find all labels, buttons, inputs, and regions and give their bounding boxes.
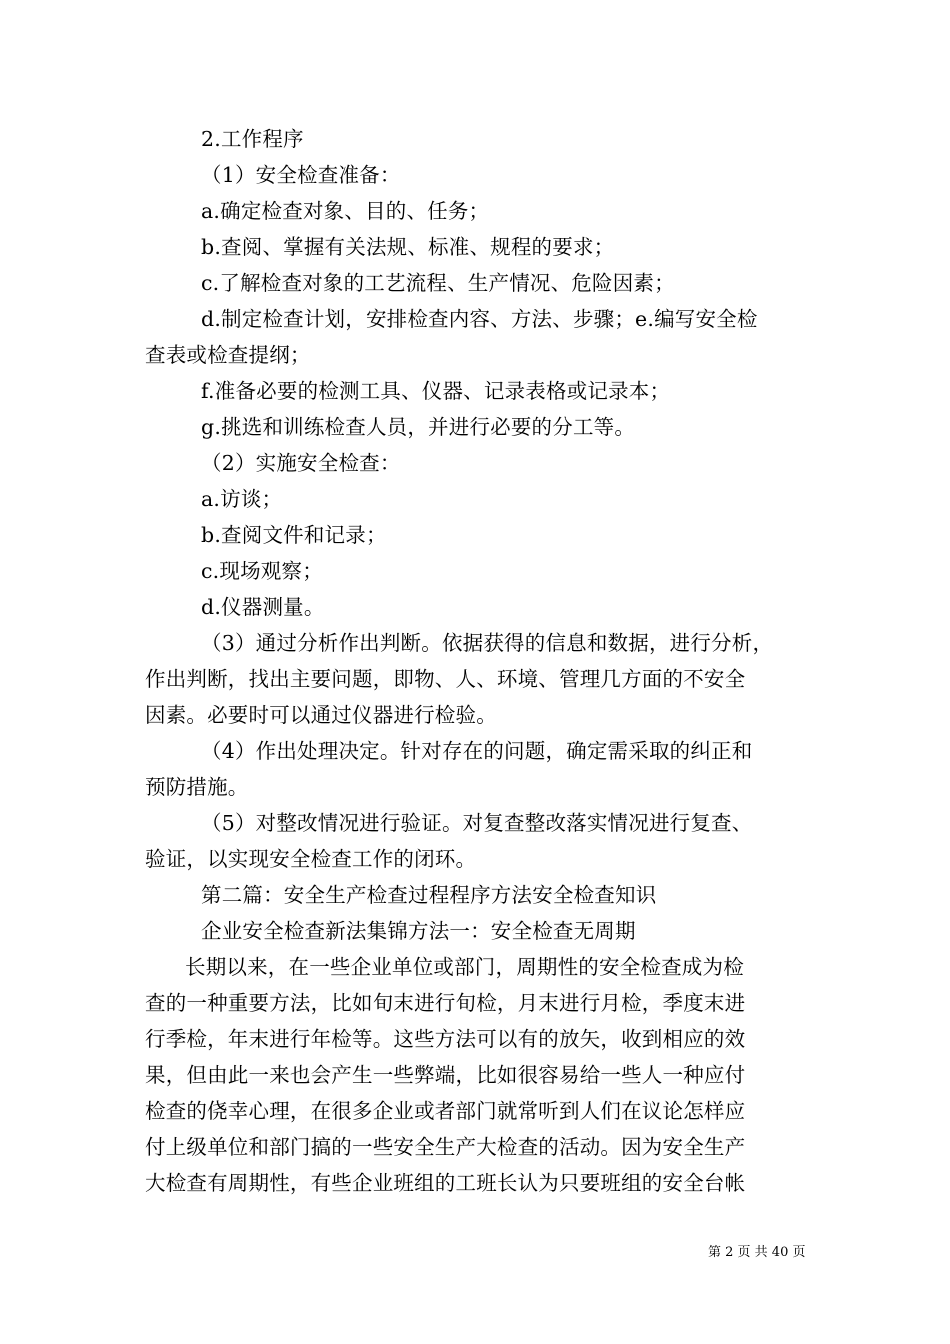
- text-line: b.查阅文件和记录；: [201, 523, 387, 547]
- text-line: 检查的侥幸心理，在很多企业或者部门就常听到人们在议论怎样应: [145, 1099, 746, 1123]
- text-line: f.准备必要的检测工具、仪器、记录表格或记录本；: [201, 379, 671, 403]
- text-line: 作出判断，找出主要问题，即物、人、环境、管理几方面的不安全: [145, 667, 746, 691]
- text-line: 验证，以实现安全检查工作的闭环。: [145, 847, 477, 871]
- text-line: a.访谈；: [201, 487, 283, 511]
- text-line: 因素。必要时可以通过仪器进行检验。: [145, 703, 497, 727]
- text-line: （4）作出处理决定。针对存在的问题，确定需采取的纠正和: [201, 739, 753, 763]
- text-line: g.挑选和训练检查人员，并进行必要的分工等。: [201, 415, 636, 439]
- text-line: 查的一种重要方法，比如旬末进行旬检，月末进行月检，季度末进: [145, 991, 746, 1015]
- text-line: d.仪器测量。: [201, 595, 325, 619]
- text-line: 大检查有周期性，有些企业班组的工班长认为只要班组的安全台帐: [145, 1171, 746, 1195]
- text-line: b.查阅、掌握有关法规、标准、规程的要求；: [201, 235, 615, 259]
- text-line: c.了解检查对象的工艺流程、生产情况、危险因素；: [201, 271, 675, 295]
- text-line: （5）对整改情况进行验证。对复查整改落实情况进行复查、: [201, 811, 753, 835]
- page-number: 第 2 页 共 40 页: [708, 1245, 806, 1260]
- text-line: （3）通过分析作出判断。依据获得的信息和数据，进行分析，: [201, 631, 774, 655]
- text-line: 付上级单位和部门搞的一些安全生产大检查的活动。因为安全生产: [145, 1135, 746, 1159]
- text-line: a.确定检查对象、目的、任务；: [201, 199, 490, 223]
- text-line: 行季检，年末进行年检等。这些方法可以有的放矢，收到相应的效: [145, 1027, 746, 1051]
- text-line: 长期以来，在一些企业单位或部门，周期性的安全检查成为检: [185, 955, 744, 979]
- text-line: （2）实施安全检查：: [201, 451, 401, 475]
- text-line: 查表或检查提纲；: [145, 343, 311, 367]
- subsection-heading: 企业安全检查新法集锦方法一：安全检查无周期: [201, 919, 636, 943]
- section-heading: 第二篇：安全生产检查过程程序方法安全检查知识: [201, 883, 657, 907]
- text-line: （1）安全检查准备：: [201, 163, 401, 187]
- text-line: 2.工作程序: [201, 127, 304, 151]
- text-line: 预防措施。: [145, 775, 249, 799]
- text-line: 果，但由此一来也会产生一些弊端，比如很容易给一些人一种应付: [145, 1063, 746, 1087]
- text-line: d.制定检查计划，安排检查内容、方法、步骤；e.编写安全检: [201, 307, 758, 331]
- text-line: c.现场观察；: [201, 559, 323, 583]
